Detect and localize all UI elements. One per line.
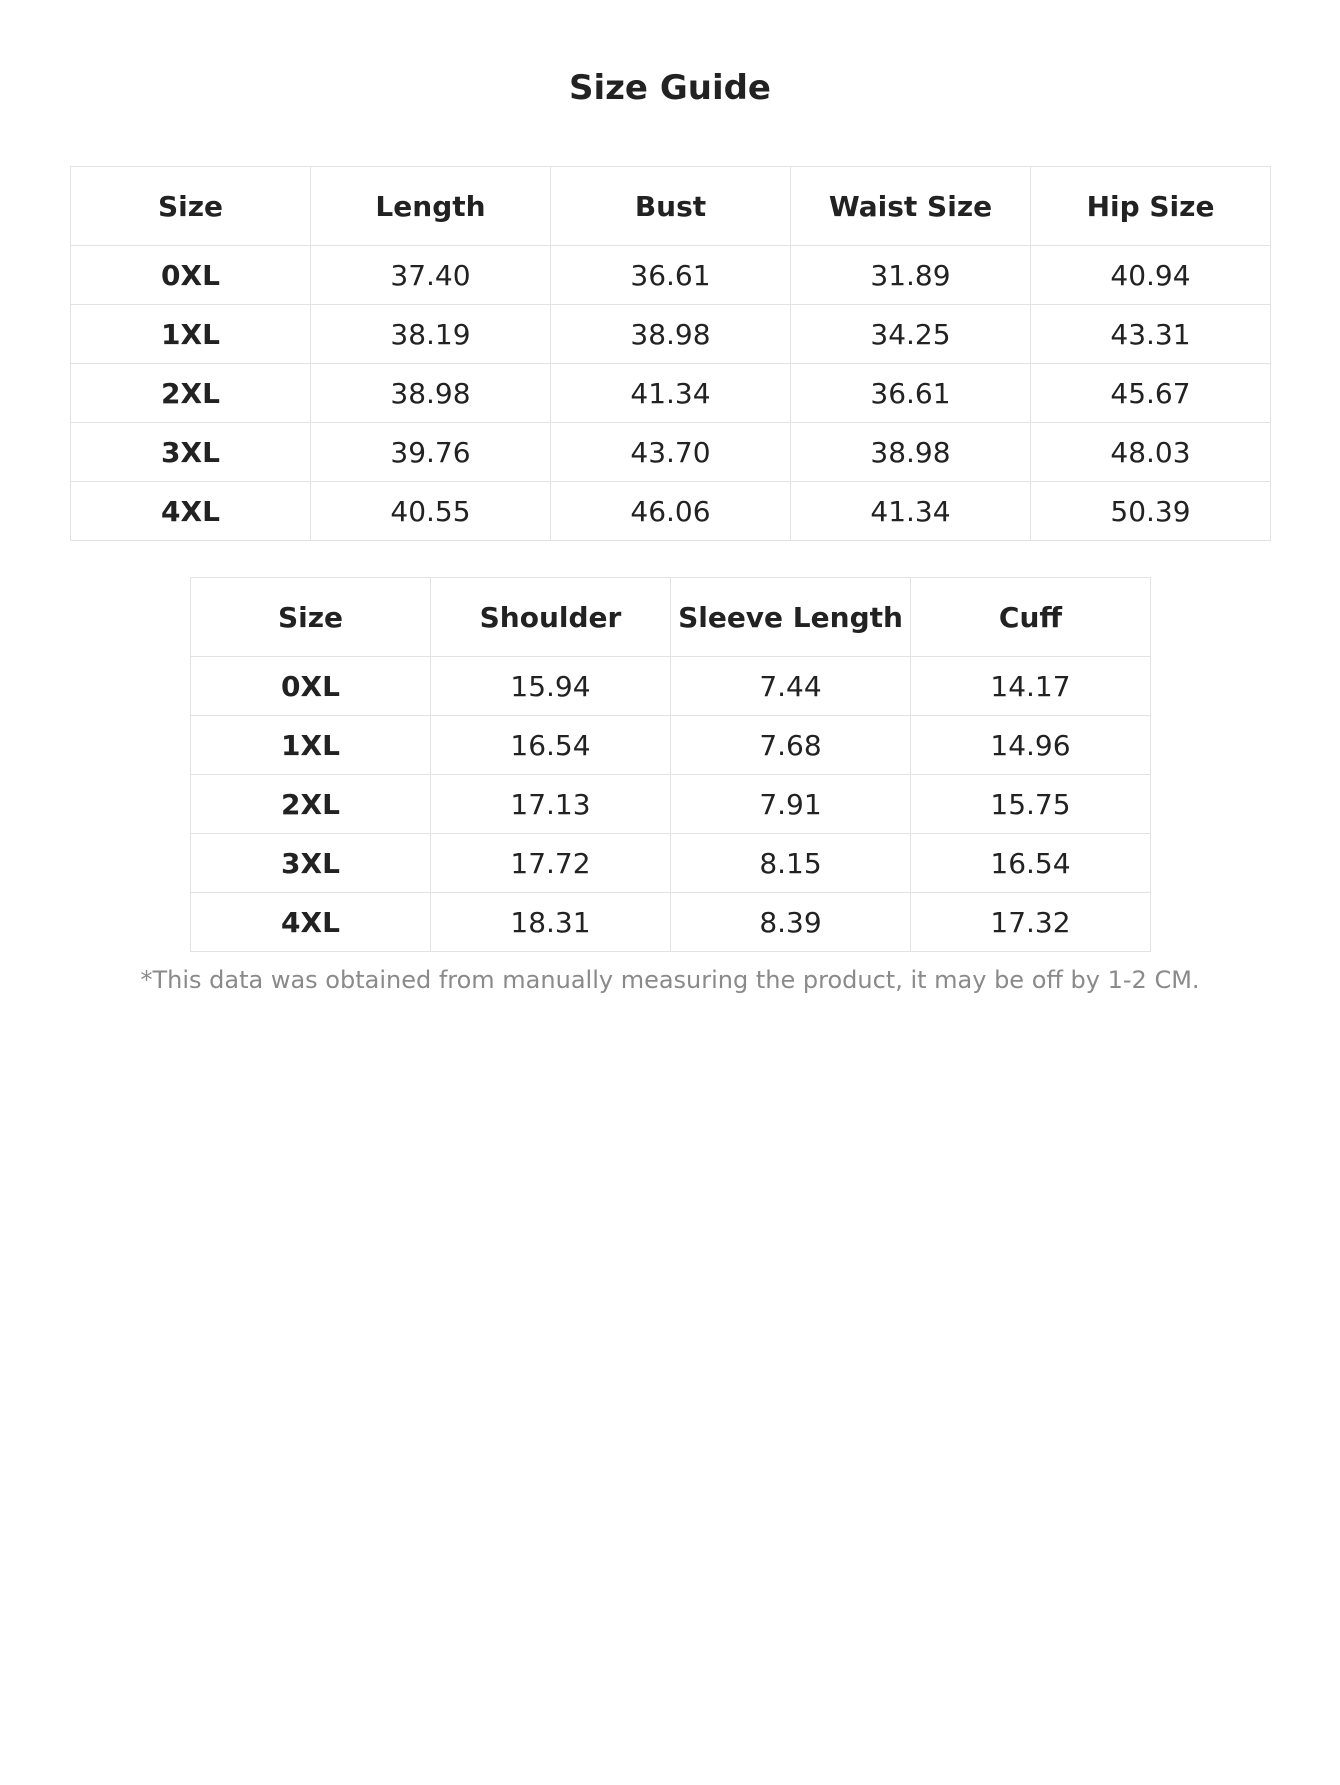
size-cell: 2XL xyxy=(71,364,311,423)
page-title: Size Guide xyxy=(569,68,771,108)
size-cell: 0XL xyxy=(71,246,311,305)
column-header-shoulder: Shoulder xyxy=(431,578,671,657)
bust-cell: 46.06 xyxy=(551,482,791,541)
hip-size-cell: 48.03 xyxy=(1031,423,1271,482)
table-row xyxy=(71,305,1271,364)
size-cell: 3XL xyxy=(71,423,311,482)
waist-size-cell: 34.25 xyxy=(791,305,1031,364)
waist-size-cell: 36.61 xyxy=(791,364,1031,423)
cuff-cell: 15.75 xyxy=(911,775,1151,834)
table-row xyxy=(191,657,1151,716)
size-cell: 4XL xyxy=(191,893,431,952)
waist-size-cell: 31.89 xyxy=(791,246,1031,305)
cuff-cell: 17.32 xyxy=(911,893,1151,952)
length-cell: 37.40 xyxy=(311,246,551,305)
column-header-hip-size: Hip Size xyxy=(1031,167,1271,246)
column-header-cuff: Cuff xyxy=(911,578,1151,657)
column-header-sleeve-length: Sleeve Length xyxy=(671,578,911,657)
shoulder-cell: 18.31 xyxy=(431,893,671,952)
waist-size-cell: 38.98 xyxy=(791,423,1031,482)
shoulder-cell: 17.13 xyxy=(431,775,671,834)
size-table-sleeve-measurements xyxy=(190,577,1151,952)
table-row xyxy=(71,423,1271,482)
column-header-waist-size: Waist Size xyxy=(791,167,1031,246)
size-cell: 0XL xyxy=(191,657,431,716)
table-row xyxy=(191,893,1151,952)
table-row xyxy=(191,716,1151,775)
table-row xyxy=(71,246,1271,305)
bust-cell: 41.34 xyxy=(551,364,791,423)
hip-size-cell: 50.39 xyxy=(1031,482,1271,541)
table-row xyxy=(71,482,1271,541)
sleeve-length-cell: 7.44 xyxy=(671,657,911,716)
sleeve-length-cell: 7.91 xyxy=(671,775,911,834)
length-cell: 39.76 xyxy=(311,423,551,482)
table-row xyxy=(71,364,1271,423)
table-header-row xyxy=(191,578,1151,657)
cuff-cell: 14.96 xyxy=(911,716,1151,775)
column-header-length: Length xyxy=(311,167,551,246)
size-cell: 3XL xyxy=(191,834,431,893)
cuff-cell: 16.54 xyxy=(911,834,1151,893)
table-row xyxy=(191,775,1151,834)
sleeve-length-cell: 8.39 xyxy=(671,893,911,952)
hip-size-cell: 45.67 xyxy=(1031,364,1271,423)
cuff-cell: 14.17 xyxy=(911,657,1151,716)
waist-size-cell: 41.34 xyxy=(791,482,1031,541)
size-table-body-measurements xyxy=(70,166,1271,541)
bust-cell: 43.70 xyxy=(551,423,791,482)
shoulder-cell: 17.72 xyxy=(431,834,671,893)
length-cell: 38.19 xyxy=(311,305,551,364)
measurement-disclaimer: *This data was obtained from manually measuring the product, it may be off by 1-2 CM. xyxy=(140,966,1200,994)
length-cell: 38.98 xyxy=(311,364,551,423)
bust-cell: 36.61 xyxy=(551,246,791,305)
sleeve-length-cell: 7.68 xyxy=(671,716,911,775)
bust-cell: 38.98 xyxy=(551,305,791,364)
column-header-bust: Bust xyxy=(551,167,791,246)
size-cell: 4XL xyxy=(71,482,311,541)
shoulder-cell: 15.94 xyxy=(431,657,671,716)
hip-size-cell: 40.94 xyxy=(1031,246,1271,305)
length-cell: 40.55 xyxy=(311,482,551,541)
shoulder-cell: 16.54 xyxy=(431,716,671,775)
sleeve-length-cell: 8.15 xyxy=(671,834,911,893)
size-cell: 1XL xyxy=(191,716,431,775)
size-cell: 1XL xyxy=(71,305,311,364)
size-cell: 2XL xyxy=(191,775,431,834)
table-header-row xyxy=(71,167,1271,246)
column-header-size: Size xyxy=(71,167,311,246)
hip-size-cell: 43.31 xyxy=(1031,305,1271,364)
column-header-size: Size xyxy=(191,578,431,657)
table-row xyxy=(191,834,1151,893)
